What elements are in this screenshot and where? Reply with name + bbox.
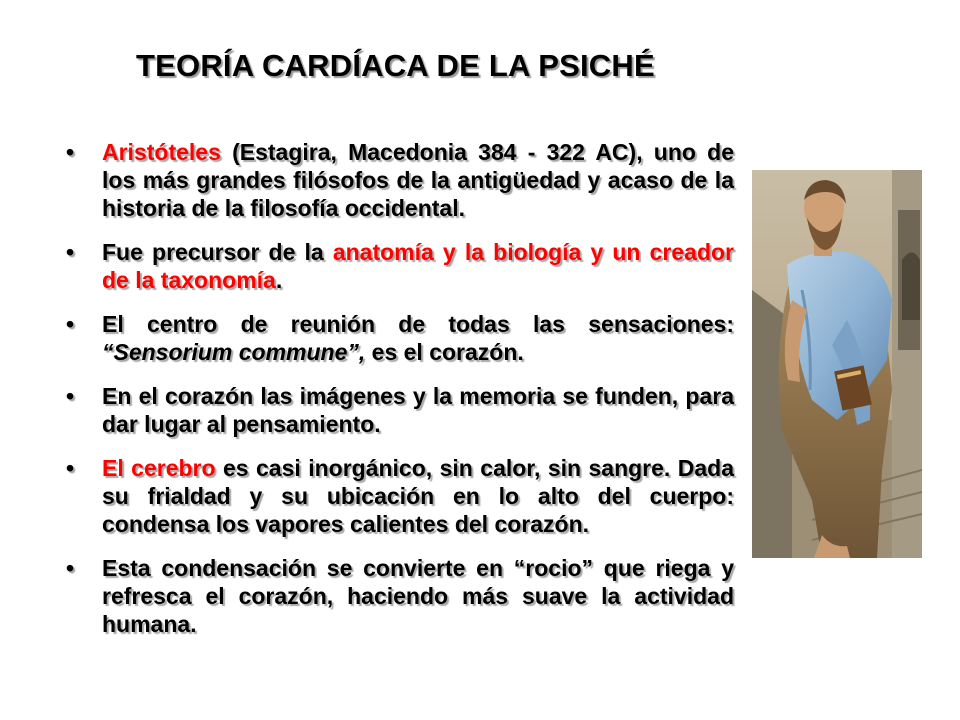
bullet-dot-icon: • <box>66 239 75 265</box>
bullet-text: es casi inorgánico, sin calor, sin sangre. Dada su frialdad y su ubicación en lo alto del cuerpo: condensa los vapores calientes del corazón. <box>102 455 734 537</box>
bullet-text: (Estagira, Macedonia 384 - 322 AC), uno de los más grandes filósofos de la antigüedad y acaso de la historia de la filosofía occidental. <box>102 139 734 221</box>
emphasis-sensorium: “Sensorium commune”, <box>102 339 366 365</box>
aristotle-portrait-icon <box>752 170 922 558</box>
bullet-item-aristoteles <box>66 138 734 222</box>
bullet-text-end: es el corazón. <box>365 339 524 365</box>
bullet-text: Fue precursor de la <box>102 239 333 265</box>
highlight-aristoteles: Aristóteles <box>102 139 221 165</box>
highlight-anatomia: anatomía y la biología y un creador de la taxonomía <box>102 239 734 293</box>
bullet-item-memoria <box>66 382 734 438</box>
bullet-item-rocio <box>66 554 734 638</box>
aristotle-portrait <box>752 170 922 558</box>
bullet-dot-icon: • <box>66 555 75 581</box>
highlight-cerebro: El cerebro <box>102 455 216 481</box>
bullet-dot-icon: • <box>66 455 75 481</box>
bullet-dot-icon: • <box>66 383 75 409</box>
bullet-item-precursor <box>66 238 734 294</box>
bullet-text: En el corazón las imágenes y la memoria se funden, para dar lugar al pensamiento. <box>102 383 734 437</box>
bullet-text: El centro de reunión de todas las sensaciones: <box>102 311 734 337</box>
slide-title: TEORÍA CARDÍACA DE LA PSICHÉ <box>136 48 655 83</box>
bullet-text-end: . <box>275 267 283 293</box>
bullet-item-sensorium <box>66 310 734 366</box>
bullet-item-cerebro <box>66 454 734 538</box>
bullet-list <box>66 138 734 654</box>
bullet-dot-icon: • <box>66 139 75 165</box>
bullet-dot-icon: • <box>66 311 75 337</box>
bullet-text: Esta condensación se convierte en “rocio” que riega y refresca el corazón, haciendo más suave la actividad humana. <box>102 555 734 637</box>
